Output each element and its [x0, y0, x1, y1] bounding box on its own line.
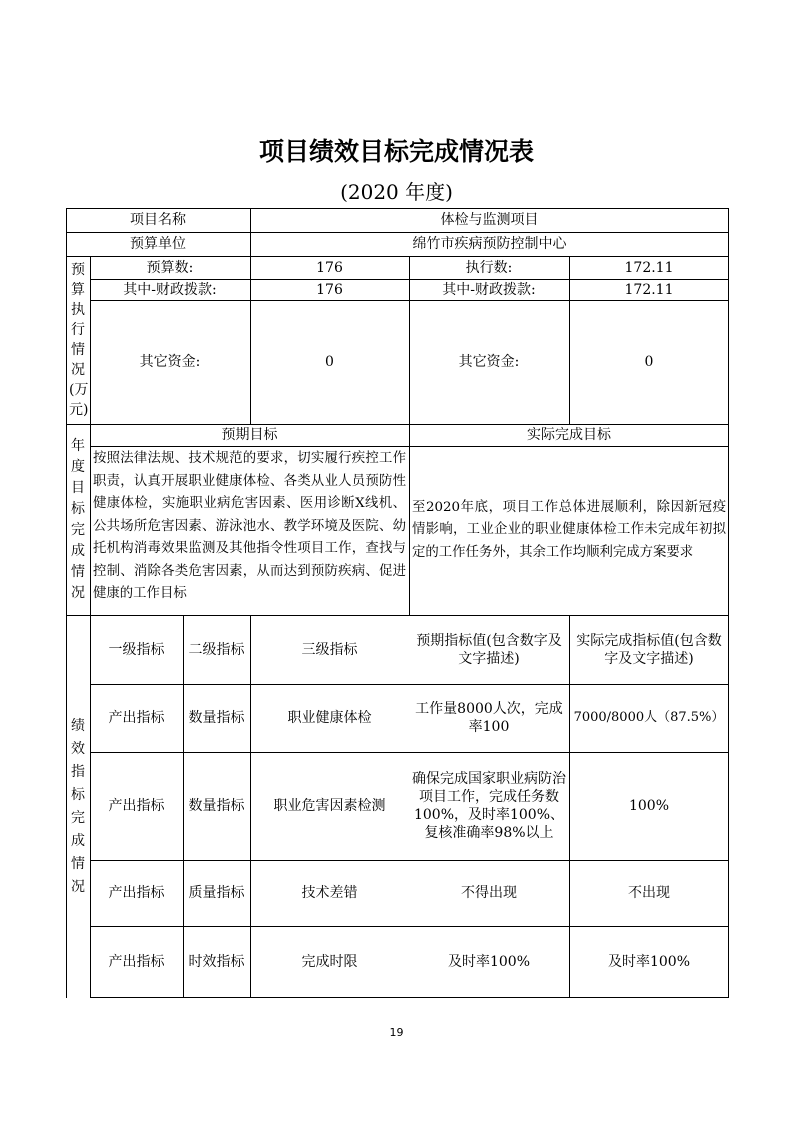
actual-goal-header: 实际完成目标 — [527, 427, 611, 443]
indicator-actual: 及时率100% — [607, 953, 691, 970]
project-name-label: 项目名称 — [130, 212, 186, 228]
budget-amount-label: 预算数: — [146, 259, 194, 276]
indicator-l3: 职业健康体检 — [287, 710, 372, 726]
indicator-expected: 确保完成国家职业病防治项目工作，完成任务数100%，及时率100%、复核准确率98%以上 — [412, 771, 566, 841]
budget-exec-label — [66, 256, 90, 424]
fiscal-value-2: 172.11 — [624, 281, 674, 298]
indicator-l1: 产出指标 — [108, 710, 165, 726]
expected-goal-text: 按照法律法规、技术规范的要求，切实履行疾控工作职责，认真开展职业健康体检、各类从业人员预防性健康体检，实施职业病危害因素、医用诊断X线机、公共场所危害因素、游泳池水、教学环境及医院、幼托机构消毒效果监测及其他指令性项目工作，查找与控制、消除各类危害因素，从而达到预防疾病、促进健康的工作目标 — [93, 451, 406, 601]
annual-goal-label-text: 年度目标完成情况 — [71, 437, 85, 601]
header-level2: 二级指标 — [188, 641, 245, 658]
indicator-actual: 不出现 — [628, 885, 670, 901]
other-funds-label-1: 其它资金: — [139, 354, 201, 370]
perf-label-text: 绩效指标完成情况 — [71, 717, 85, 895]
indicator-l2: 数量指标 — [188, 710, 245, 726]
indicator-expected: 及时率100% — [447, 953, 531, 970]
performance-table — [66, 208, 729, 998]
indicator-l1: 产出指标 — [108, 885, 165, 901]
budget-unit-value: 绵竹市疾病预防控制中心 — [412, 236, 567, 252]
page-title: 项目绩效目标完成情况表 — [258, 137, 534, 166]
indicator-l2: 数量指标 — [188, 798, 245, 814]
budget-exec-label-text: 预算执行情况(万元) — [69, 262, 89, 418]
indicator-l2: 质量指标 — [188, 885, 245, 901]
actual-goal-text: 至2020年底，项目工作总体进展顺利，除因新冠疫情影响，工业企业的职业健康体检工作未完成年初拟定的工作任务外，其余工作均顺利完成方案要求 — [412, 499, 726, 560]
indicator-actual: 7000/8000人（87.5%） — [573, 710, 725, 725]
other-funds-value-1: 0 — [325, 354, 334, 370]
page-number: 19 — [389, 1026, 404, 1039]
page-subtitle: (2020 年度) — [340, 180, 453, 204]
fiscal-label-1: 其中-财政拨款: — [123, 281, 217, 298]
row-divider — [90, 997, 729, 998]
indicator-expected: 工作量8000人次，完成率100 — [415, 701, 563, 735]
budget-unit-label: 预算单位 — [130, 236, 186, 252]
fiscal-label-2: 其中-财政拨款: — [442, 281, 536, 298]
expected-goal-header: 预期目标 — [221, 427, 278, 443]
other-funds-value-2: 0 — [644, 354, 654, 370]
fiscal-value-1: 176 — [316, 281, 343, 298]
indicator-actual: 100% — [628, 798, 670, 814]
header-actual: 实际完成指标值(包含数字及文字描述) — [576, 632, 722, 667]
indicator-expected: 不得出现 — [461, 885, 517, 901]
indicator-l3: 完成时限 — [301, 953, 358, 970]
exec-amount-value: 172.11 — [624, 259, 674, 276]
other-funds-label-2: 其它资金: — [458, 354, 520, 370]
indicator-l2: 时效指标 — [188, 953, 245, 970]
indicator-l3: 职业危害因素检测 — [273, 798, 386, 814]
header-level1: 一级指标 — [108, 641, 165, 658]
indicator-l1: 产出指标 — [108, 798, 165, 814]
annual-goal-label — [66, 424, 90, 615]
budget-amount-value: 176 — [316, 259, 343, 276]
indicator-l1: 产出指标 — [108, 953, 165, 970]
exec-amount-label: 执行数: — [465, 259, 513, 276]
header-expected: 预期指标值(包含数字及文字描述) — [416, 632, 562, 667]
indicator-l3: 技术差错 — [301, 885, 358, 901]
perf-label — [66, 615, 90, 998]
header-level3: 三级指标 — [301, 641, 358, 658]
project-name-value: 体检与监测项目 — [440, 212, 539, 228]
